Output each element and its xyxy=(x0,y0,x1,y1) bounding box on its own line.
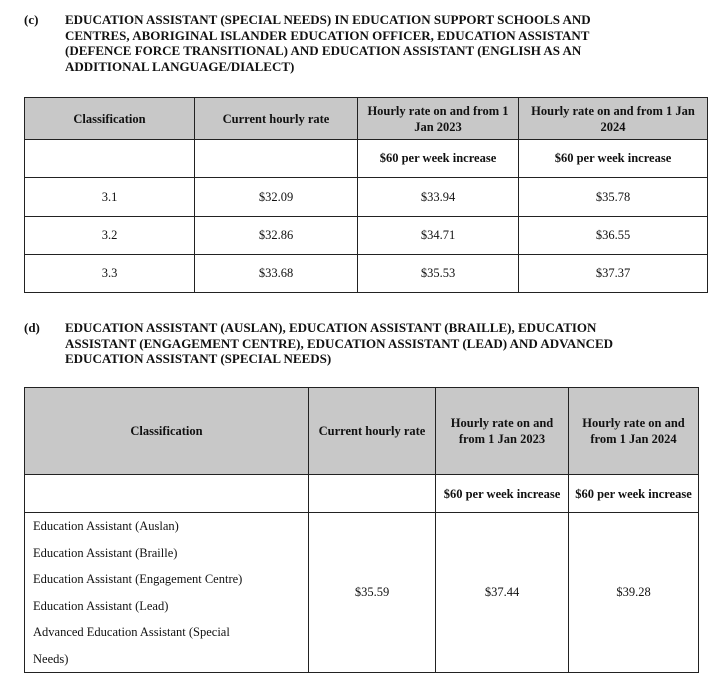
col-header-classification: Classification xyxy=(25,98,195,140)
section-d-rate-table xyxy=(24,387,699,673)
classification-cell: 3.2 xyxy=(25,217,195,255)
section-d-title-line: EDUCATION ASSISTANT (SPECIAL NEEDS) xyxy=(65,351,332,366)
col-header-current-rate: Current hourly rate xyxy=(309,388,436,475)
col-header-rate-2023: Hourly rate on and from 1 Jan 2023 xyxy=(436,388,569,475)
classification-item: Education Assistant (Engagement Centre) xyxy=(33,572,243,586)
current-rate-cell: $33.68 xyxy=(195,255,358,293)
section-d-title xyxy=(65,320,715,367)
section-d-letter: (d) xyxy=(24,320,40,335)
classification-item: Advanced Education Assistant (Special xyxy=(33,625,230,639)
sub-header-cell xyxy=(309,475,436,513)
classification-list-cell xyxy=(25,513,309,673)
table-row xyxy=(25,255,708,293)
col-header-rate-2023: Hourly rate on and from 1 Jan 2023 xyxy=(358,98,519,140)
col-header-rate-2024: Hourly rate on and from 1 Jan 2024 xyxy=(569,388,699,475)
section-c-rate-table xyxy=(24,97,708,293)
col-header-rate-2024: Hourly rate on and from 1 Jan 2024 xyxy=(519,98,708,140)
sub-header-cell xyxy=(195,140,358,178)
rate-2024-cell: $37.37 xyxy=(519,255,708,293)
col-header-current-rate: Current hourly rate xyxy=(195,98,358,140)
rate-2023-cell: $37.44 xyxy=(436,513,569,673)
section-d-title-line: ASSISTANT (ENGAGEMENT CENTRE), EDUCATION ASSISTANT (LEAD) AND ADVANCED xyxy=(65,335,614,351)
section-d-title-line: EDUCATION ASSISTANT (AUSLAN), EDUCATION ASSISTANT (BRAILLE), EDUCATION xyxy=(65,320,597,335)
classification-cell: 3.1 xyxy=(25,178,195,217)
section-c-title xyxy=(65,12,715,74)
sub-header-increase-2024: $60 per week increase xyxy=(519,140,708,178)
sub-header-cell xyxy=(25,475,309,513)
rate-2024-cell: $39.28 xyxy=(569,513,699,673)
table-row xyxy=(25,178,708,217)
sub-header-cell xyxy=(25,140,195,178)
section-c-title-line: (DEFENCE FORCE TRANSITIONAL) AND EDUCATION ASSISTANT (ENGLISH AS AN xyxy=(65,43,582,58)
rate-2023-cell: $35.53 xyxy=(358,255,519,293)
current-rate-cell: $35.59 xyxy=(309,513,436,673)
current-rate-cell: $32.86 xyxy=(195,217,358,255)
classification-item: Education Assistant (Braille) xyxy=(33,545,178,560)
current-rate-cell: $32.09 xyxy=(195,178,358,217)
section-c-letter: (c) xyxy=(24,12,39,27)
classification-item: Needs) xyxy=(33,651,69,666)
col-header-classification: Classification xyxy=(25,388,309,475)
rate-2024-cell: $35.78 xyxy=(519,178,708,217)
table-row xyxy=(25,513,699,673)
classification-item: Education Assistant (Auslan) xyxy=(33,519,179,533)
sub-header-increase-2023: $60 per week increase xyxy=(358,140,519,178)
sub-header-increase-2023: $60 per week increase xyxy=(436,475,569,513)
section-c-title-line: EDUCATION ASSISTANT (SPECIAL NEEDS) IN EDUCATION SUPPORT SCHOOLS AND xyxy=(65,12,591,27)
rate-2024-cell: $36.55 xyxy=(519,217,708,255)
rate-2023-cell: $34.71 xyxy=(358,217,519,255)
classification-cell: 3.3 xyxy=(25,255,195,293)
section-c-title-line: ADDITIONAL LANGUAGE/DIALECT) xyxy=(65,58,295,74)
sub-header-increase-2024: $60 per week increase xyxy=(569,475,699,513)
table-row xyxy=(25,217,708,255)
classification-item: Education Assistant (Lead) xyxy=(33,598,169,613)
section-c-title-line: CENTRES, ABORIGINAL ISLANDER EDUCATION OFFICER, EDUCATION ASSISTANT xyxy=(65,27,590,43)
rate-2023-cell: $33.94 xyxy=(358,178,519,217)
